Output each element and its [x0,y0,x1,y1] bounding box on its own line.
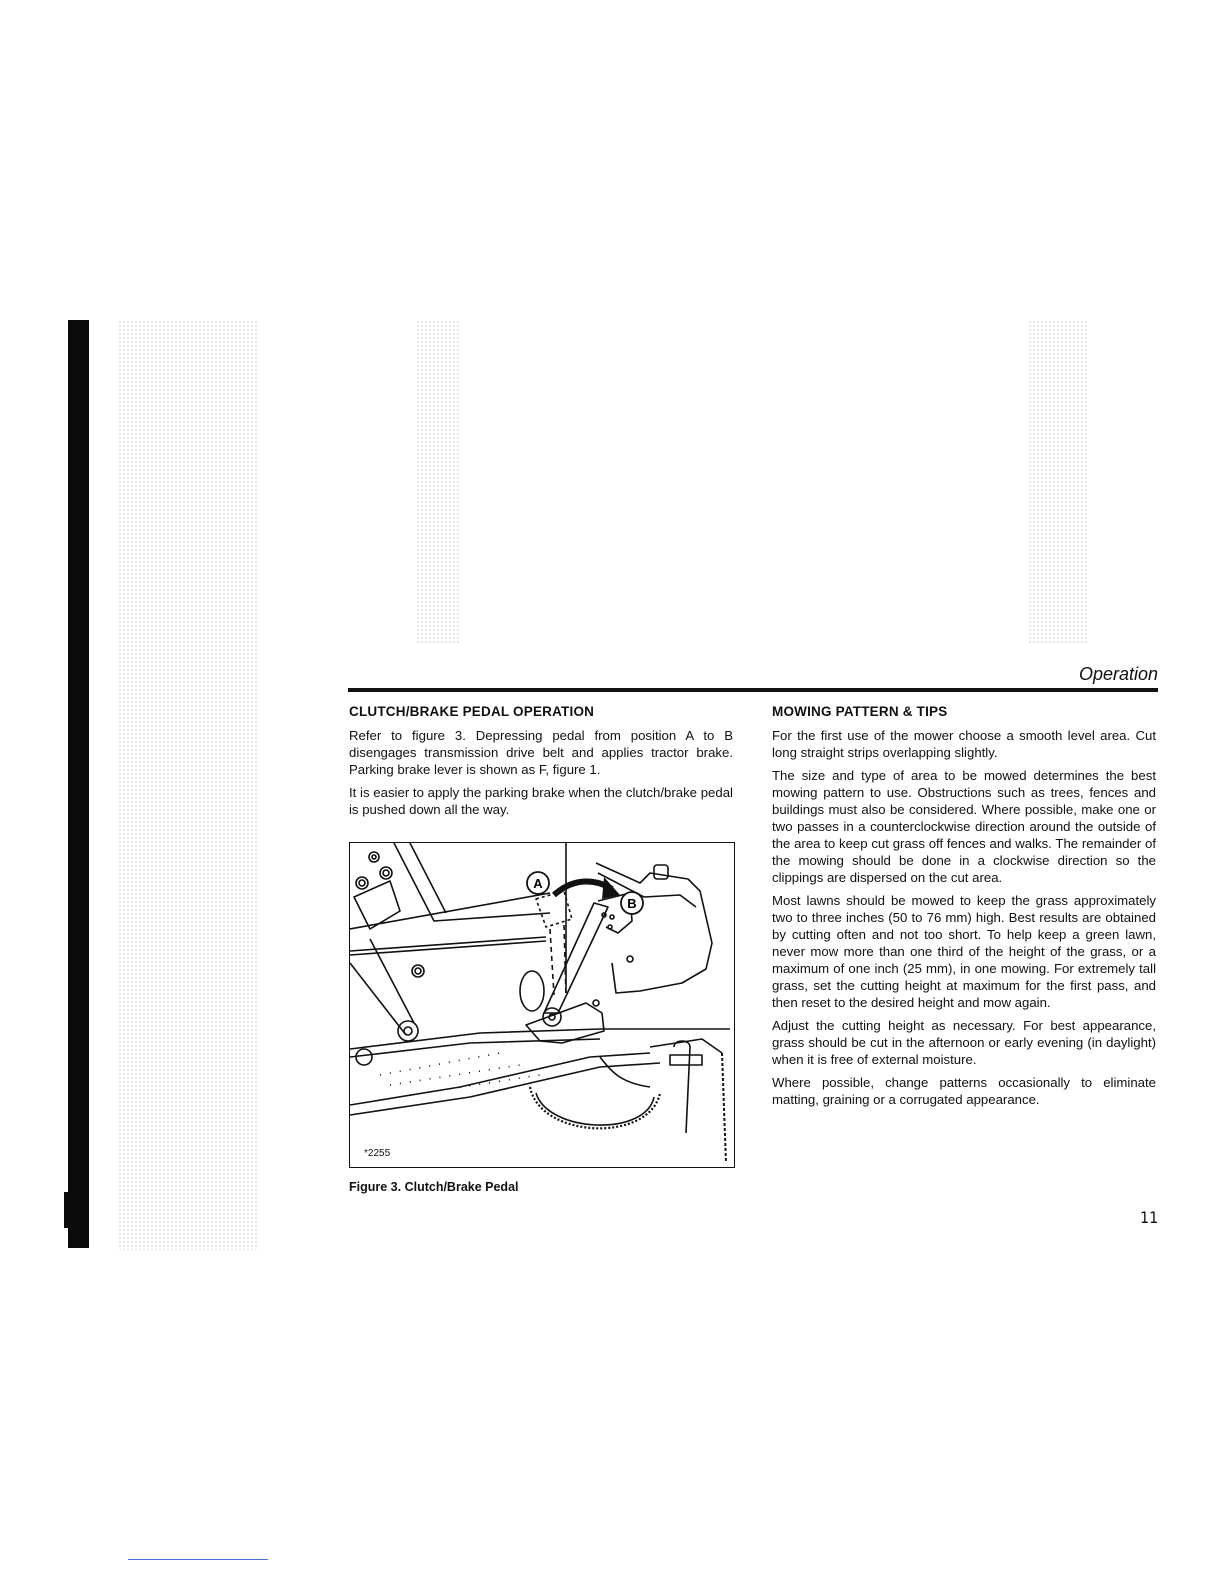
clutch-brake-figure [349,842,735,1168]
scan-noise-left [118,320,258,1250]
clutch-brake-paragraph-2: It is easier to apply the parking brake when the clutch/brake pedal is pushed down all the way. [349,785,733,817]
clutch-brake-paragraph-1: Refer to figure 3. Depressing pedal from position A to B disengages transmission drive belt and applies tractor brake. Parking brake lever is shown as F, figure 1. [349,728,733,777]
right-column [772,704,1156,1114]
left-column [349,704,733,824]
scan-binding-mark [64,1192,74,1228]
mowing-paragraph-4: Adjust the cutting height as necessary. For best appearance, grass should be cut in the afternoon or early evening (in daylight) when it is free of external moisture. [772,1018,1156,1067]
figure-caption: Figure 3. Clutch/Brake Pedal [349,1180,519,1194]
callout-b: B [627,896,637,911]
clutch-brake-heading: CLUTCH/BRAKE PEDAL OPERATION [349,704,595,719]
page-number: 11 [1140,1208,1159,1227]
mowing-paragraph-3: Most lawns should be mowed to keep the grass approximately two to three inches (50 to 76 mm) high. Best results are obtained by cutting often and not too short. To help keep a green lawn, never mow more than one third of the height of the grass, or a maximum of one inch (25 mm), in one mowing. For extremely tall grass, set the cutting height at maximum for the first pass, and then reset to the desired height and mow again. [772,893,1156,1010]
mowing-paragraph-2: The size and type of area to be mowed determines the best mowing pattern to use. Obstructions such as trees, fences and buildings must also be considered. Where possible, make one or two passes in a counterclockwise direction around the outside of the area to keep cut grass off fences and walks. The remainder of the mowing should be done in a clockwise direction so the clippings are dispersed on the cut area. [772,768,1156,885]
section-title: Operation [1078,664,1158,684]
scan-binding-edge [68,320,89,1248]
mowing-pattern-heading: MOWING PATTERN & TIPS [772,704,948,719]
mowing-paragraph-5: Where possible, change patterns occasionally to eliminate matting, graining or a corrugated appearance. [772,1075,1156,1107]
clutch-brake-illustration [350,843,734,1167]
scan-noise-band-1 [416,320,460,644]
figure-number: *2255 [364,1148,391,1159]
footer-link-line [128,1559,268,1560]
callout-a: A [533,876,543,891]
scan-noise-band-2 [1028,320,1088,644]
mowing-paragraph-1: For the first use of the mower choose a smooth level area. Cut long straight strips overlapping slightly. [772,728,1156,760]
header-rule [348,688,1158,692]
